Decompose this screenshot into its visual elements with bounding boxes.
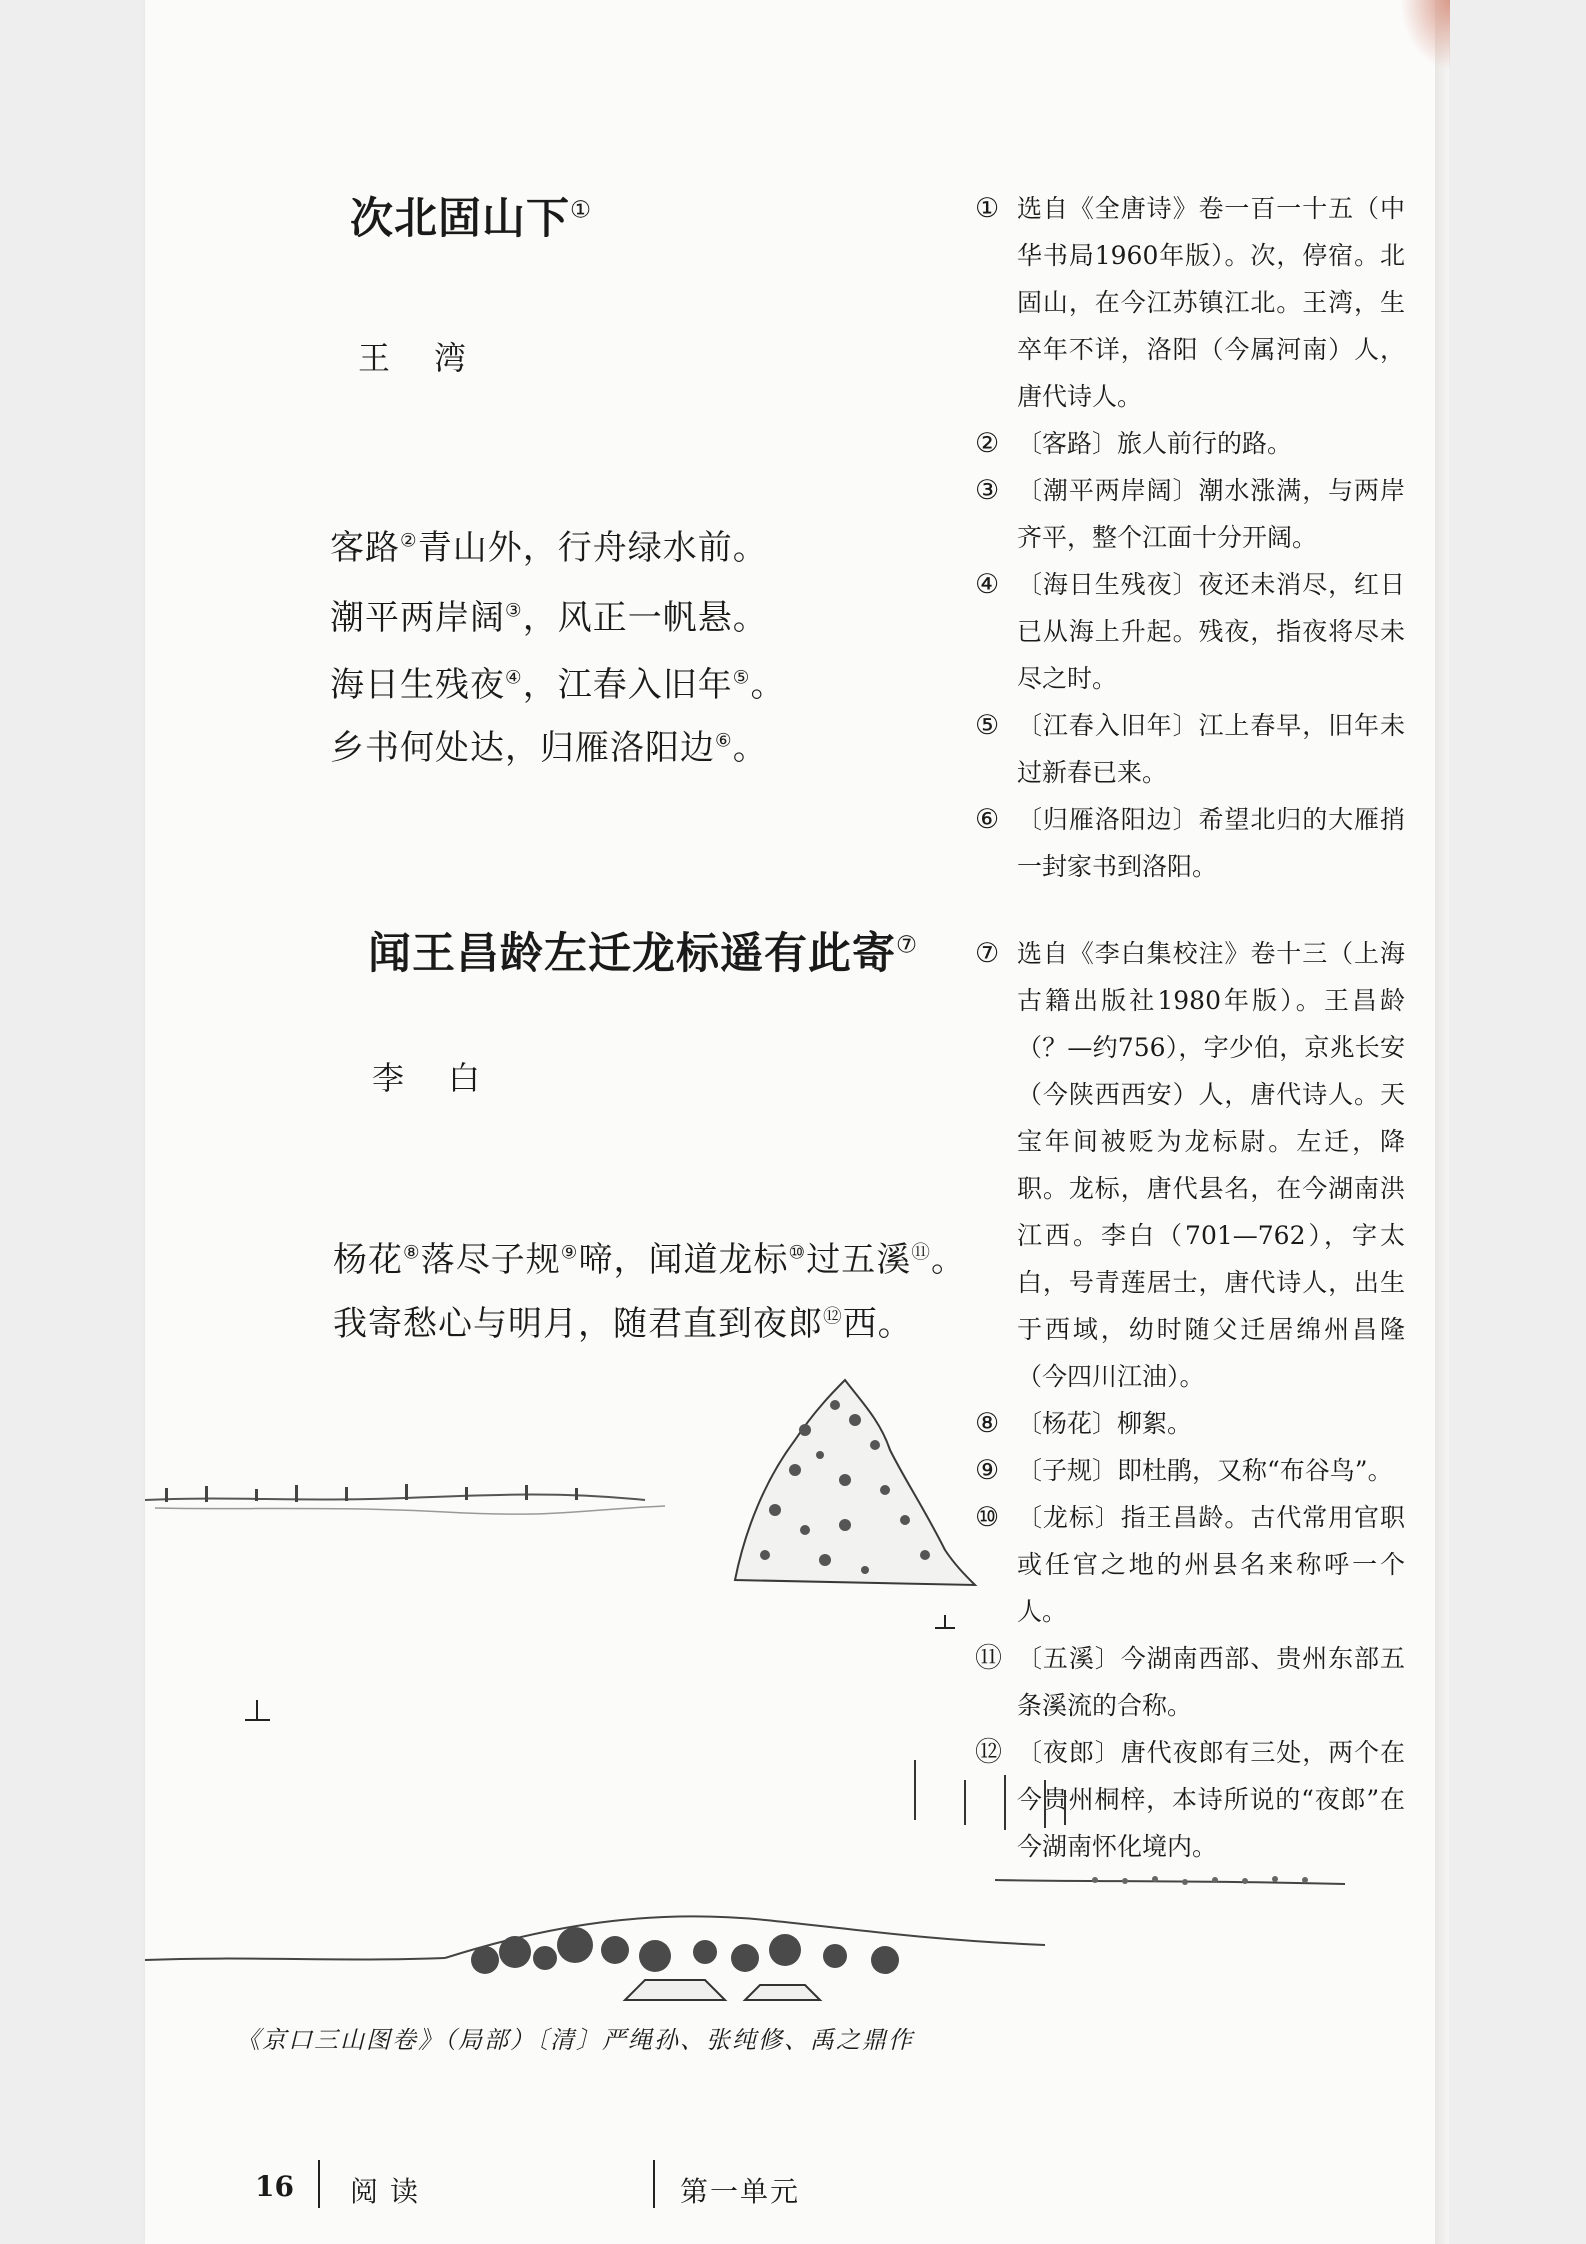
poem1-title-text: 次北固山下 <box>350 194 570 244</box>
poem1-author: 王湾 <box>358 339 511 377</box>
footnote-text: 〔子规〕即杜鹃，又称“布谷鸟”。 <box>1017 1456 1393 1485</box>
line-text: 。 <box>750 665 786 705</box>
boat-left <box>245 1700 270 1720</box>
poem2-title <box>368 920 918 981</box>
line-text: ，风正一帆悬。 <box>522 598 768 638</box>
poem2-title-note: ⑦ <box>896 930 919 959</box>
line-text: 海日生残夜 <box>330 665 505 705</box>
footnote-5 <box>975 702 1405 796</box>
island-mountain <box>735 1380 975 1585</box>
footnote-text: 〔龙标〕指王昌龄。古代常用官职或任官之地的州县名来称呼一个人。 <box>1017 1503 1405 1626</box>
footnote-number: ⑫ <box>975 1737 1002 1768</box>
footnote-text: 〔归雁洛阳边〕希望北归的大雁捎一封家书到洛阳。 <box>1017 805 1405 881</box>
note-marker: ③ <box>505 600 523 622</box>
line-text: 落尽子规 <box>420 1240 561 1280</box>
foreground-buildings <box>625 1980 820 2000</box>
note-marker: ⑥ <box>715 730 733 752</box>
poem1-line-3 <box>330 665 786 705</box>
footnote-number: ⑨ <box>975 1455 1000 1486</box>
line-text: 我寄愁心与明月，随君直到夜郎 <box>333 1304 823 1344</box>
page-number: 16 <box>255 2170 294 2203</box>
line-text: 。 <box>732 728 768 768</box>
poem1-line-1 <box>330 528 768 568</box>
footnote-number: ⑤ <box>975 710 1000 741</box>
boat-middle <box>935 1615 955 1628</box>
footnote-number: ③ <box>975 475 1000 506</box>
footnote-number: ⑩ <box>975 1502 1000 1533</box>
note-marker: ⑤ <box>732 667 751 689</box>
poem2-line-1 <box>333 1240 966 1280</box>
footnote-number: ⑦ <box>975 938 1000 969</box>
footnote-text: 〔海日生残夜〕夜还未消尽，红日已从海上升起。残夜，指夜将尽未尽之时。 <box>1017 570 1405 693</box>
footnote-text: 选自《李白集校注》卷十三（上海古籍出版社1980年版）。王昌龄（？—约756），字少伯，京兆长安（今陕西西安）人，唐代诗人。天宝年间被贬为龙标尉。左迁，降职。龙标，唐代县名，在今湖南洪江西。李白（701—762），字太白，号青莲居士，唐代诗人，出生于西域，幼时随父迁居绵州昌隆（今四川江油）。 <box>1017 939 1405 1391</box>
footnote-number: ⑧ <box>975 1408 1000 1439</box>
line-text: 过五溪 <box>806 1240 912 1280</box>
landscape-painting <box>145 1360 1435 2020</box>
footnote-4 <box>975 561 1405 702</box>
unit-label: 第一单元 <box>680 2175 801 2208</box>
line-text: 。 <box>930 1240 966 1280</box>
footnote-number: ⑪ <box>975 1643 1002 1674</box>
note-marker: ② <box>400 530 418 552</box>
image-caption: 《京口三山图卷》（局部）〔清〕严绳孙、张纯修、禹之鼎作 <box>236 2026 914 2054</box>
line-text: 西。 <box>842 1304 913 1344</box>
note-marker: ⑧ <box>403 1242 421 1264</box>
note-marker: ⑫ <box>823 1306 843 1328</box>
far-right-shore <box>1092 1876 1308 1885</box>
footnote-text: 〔五溪〕今湖南西部、贵州东部五条溪流的合称。 <box>1017 1644 1405 1720</box>
note-marker: ⑪ <box>911 1242 931 1264</box>
ship-masts <box>915 1760 1065 1830</box>
footer-divider-1 <box>318 2160 320 2208</box>
footnote-2 <box>975 420 1405 467</box>
poem1-title-note: ① <box>570 195 593 224</box>
footer-divider-2 <box>653 2160 655 2208</box>
note-marker: ④ <box>505 667 523 689</box>
footnote-3 <box>975 467 1405 561</box>
page-edge <box>1435 0 1449 2244</box>
line-text: 青山外，行舟绿水前。 <box>417 528 768 568</box>
corner-stain <box>1400 0 1450 70</box>
footnote-text: 〔潮平两岸阔〕潮水涨满，与两岸齐平，整个江面十分开阔。 <box>1017 476 1405 552</box>
footnote-number: ④ <box>975 569 1000 600</box>
poem1-title <box>350 185 592 246</box>
line-text: 乡书何处达，归雁洛阳边 <box>330 728 715 768</box>
footnote-text: 〔江春入旧年〕江上春早，旧年未过新春已来。 <box>1017 711 1405 787</box>
footnote-number: ② <box>975 428 1000 459</box>
poem1-line-4 <box>330 728 768 768</box>
footnote-text: 选自《全唐诗》卷一百一十五（中华书局1960年版）。次，停宿。北固山，在今江苏镇江北。王湾，生卒年不详，洛阳（今属河南）人，唐代诗人。 <box>1017 194 1405 411</box>
footnote-text: 〔客路〕旅人前行的路。 <box>1017 429 1293 458</box>
line-text: 杨花 <box>333 1240 403 1280</box>
footnote-text: 〔夜郎〕唐代夜郎有三处，两个在今贵州桐梓，本诗所说的“夜郎”在今湖南怀化境内。 <box>1017 1738 1405 1861</box>
footnote-7 <box>975 930 1405 1400</box>
line-text: 啼，闻道龙标 <box>578 1240 789 1280</box>
poem2-line-2 <box>333 1304 913 1344</box>
poem2-author: 李白 <box>372 1059 525 1097</box>
footnote-number: ⑥ <box>975 804 1000 835</box>
poem1-line-2 <box>330 598 768 638</box>
footnote-6 <box>975 796 1405 890</box>
footnote-number: ① <box>975 193 1000 224</box>
footnote-1 <box>975 185 1405 420</box>
poem2-title-text: 闻王昌龄左迁龙标遥有此寄 <box>368 929 896 979</box>
line-text: 潮平两岸阔 <box>330 598 505 638</box>
note-marker: ⑨ <box>560 1242 579 1264</box>
line-text: ，江春入旧年 <box>522 665 733 705</box>
note-marker: ⑩ <box>788 1242 807 1264</box>
footnote-text: 〔杨花〕柳絮。 <box>1017 1409 1193 1438</box>
section-label: 阅读 <box>350 2175 431 2208</box>
line-text: 客路 <box>330 528 400 568</box>
